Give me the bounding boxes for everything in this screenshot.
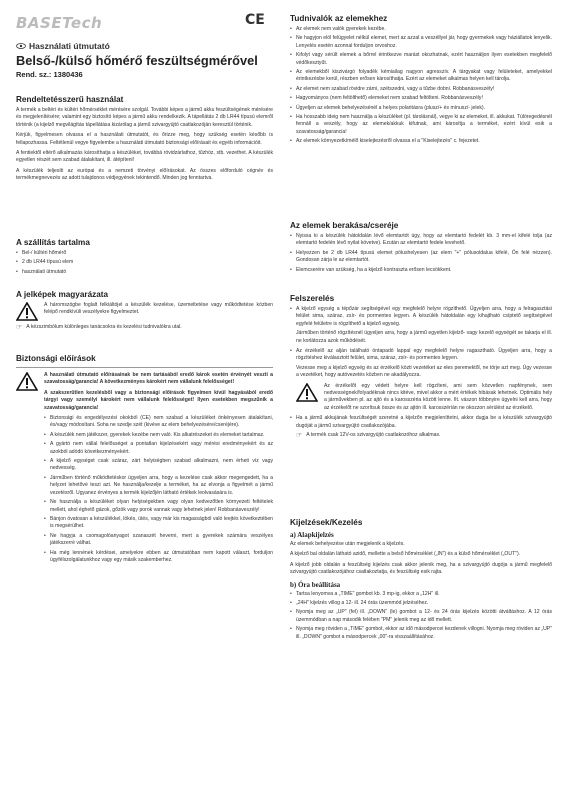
list-item: • Ha a jármű akkujának feszültségét szeretné a kijelzőn megjeleníttetni, akkor dugja be a készülék szivargyújtó dugóját a jármű szivargyújtó csatlakozójába. (290, 415, 552, 430)
hand-note: A termék csak 12V-os szivargyújtó csatlakozóhoz alkalmas. (306, 432, 441, 439)
subtitle-text: Használati útmutató (29, 41, 110, 51)
section-symbols (16, 290, 273, 334)
section-battery-notes (290, 14, 552, 148)
list-item: • Bel-/ kültéri hőmérő (16, 250, 273, 257)
installation-warning-row (290, 383, 552, 416)
heading-safety: Biztonsági előírások (16, 354, 96, 363)
subheading-basic-display: a) Alapkijelzés (290, 531, 334, 539)
hand-pointer-icon: ☞ (16, 324, 23, 331)
safety-content (44, 372, 273, 566)
list-item: • A kijelző egységet csak száraz, zárt helyiségben szabad alkalmazni, nem érheti víz vagy nedvesség. (44, 458, 273, 473)
manual-subtitle (16, 41, 273, 51)
list-item: • Ha még lennének kérdései, amelyekre ebben az útmutatóban nem kapott választ, forduljon ügyfélszolgálatunkhoz vagy egy másik szakemberhez. (44, 550, 273, 565)
safety-warning-row (16, 372, 273, 566)
list-item: • Az elemek nem valók gyerekek kezébe. (290, 26, 552, 33)
hand-note-row (16, 324, 273, 334)
ce-mark: CE (245, 12, 265, 28)
warning-explanation: A háromszögbe foglalt felkiáltójel a készülék kezelése, üzemeltetése vagy működtetése közben felépő rendkívüli veszélyekre figyelmeztet. (44, 302, 273, 316)
heading-symbols: A jelképek magyarázata (16, 290, 109, 299)
list-item: • Ne hagyja a csomagolóanyagot szanaszét heverni, mert a gyerekek számára veszélyes játékszerré válhat. (44, 533, 273, 548)
document-title-block (16, 41, 273, 79)
warning-triangle-icon (16, 372, 38, 391)
safety-warning-1: A használati útmutató előírásainak be nem tartásából eredő károk esetén érvényét veszti a szavatosság/garancia! A következményes károkért nem vállalunk felelősséget! (44, 372, 273, 386)
section-package-contents (16, 238, 273, 278)
heading-display-operation: Kijelzések/Kezelés (290, 518, 363, 527)
heading-installation: Felszerelés (290, 294, 335, 303)
list-item: • Az elemekből kiszivárgó folyadék kémiailag nagyon agresszív. A tárgyakat vagy felületeket, amelyekkel érintkezésbe kerül, részben erősen károsíthatja. Ezért az elemeket alkalmas helyen kell tárolja. (290, 69, 552, 84)
section-intended-use (16, 95, 273, 186)
list-item: • Az érzékelő az alján található öntapadó lappal egy megfelelő helyre ragasztható. Ügyeljen arra, hogy a rögzítéshez kiválasztott felület, sima, száraz, zsír- és pormentes legyen. (290, 348, 552, 363)
list-item: • 2 db LR44 típusú elem (16, 259, 273, 266)
installation-warning: Az érzékelőt egy védett helyre kell rögzíteni, ami sem közvetlen napfénynek, sem nedvességnek/folyadéknak nincs kitéve, mivel akkor a mért értékek hibásak lehetnek. Optimális hely a járművekben pl. az ajtó és a karosszéria között lenne. Ilt. vászon többnyire ügyelni kell arra, hogy az érzékelőt ne szorítsuk össze és az ajtón ill. karosszérián ne okozzon sérülést az érzékelő. (324, 382, 552, 411)
list-item: • Ne használja a készüléket olyan helyiségekben vagy olyan kedvezőtlen környezeti feltételek mellett, ahol éghető gázok, gőzök vagy porok vannak vagy lehetnek jelen! Robbanásveszély! (44, 499, 273, 514)
paragraph: A termék a beltéri és kültéri hőmérséklet mérésére szolgál. További képes a jármű akku feszültségének mérésére és megjelenítésére; valamint egy biztosító képes a jármű akku rendelkezik. A tápellátás 2 db LR44 típusú elemről történik (a kijelző megvilágítás tápellátása kizárólag a jármű szivargyújtó csatlakozóján keresztül történik. (16, 107, 273, 128)
section-battery-insert (290, 221, 552, 276)
section-display-operation (290, 518, 552, 643)
hand-pointer-icon: ☞ (296, 432, 303, 440)
list-item: • Nyissa ki a készülék hátoldalán lévő elemtartót úgy, hogy az elemtartó fedelét kb. 3 mm-el kifelé tolja (az elemtartó fedelén lévő nyilat követve). Ezután az elemtartó fedele levehető. (290, 233, 552, 248)
paragraph: A készülék teljesíti az európai és a nemzeti törvényi előírásokat. Az összes előforduló cégnév és termékmegnevezés az adott tulajdonos védjegyének tekintendő. Minden jog fenntartva. (16, 167, 273, 182)
list-item: • Helyezzen be 2 db LR44 típusú elemet pólushelyesen (az elem "+" pólusoldalua kifelé, Ön felé nézzen). Gondosan zárja le az elemtartót. (290, 250, 552, 265)
heading-battery-insert: Az elemek berakása/cseréje (290, 221, 399, 230)
heading-intended-use: Rendeltetésszerű használat (16, 95, 124, 104)
product-title: Belső-/külső hőmérő feszültségmérővel (16, 53, 258, 68)
list-item: • „24H" kijelzés villog a 12- ill. 24 órás üzemmód jelzéséhez. (290, 600, 552, 607)
list-item: • Hagyományos (nem feltölthető) elemeket nem szabad feltölteni. Robbanásveszély! (290, 95, 552, 102)
paragraph: A kijelző bal oldalán látható azidő, mellette a belső hőmérséklet („IN") és a külső hőmérséklet („OUT"). (290, 551, 521, 558)
list-item: • Elemcserére van szükség, ha a kijelző kontraszta erősen lecsökkent. (290, 267, 552, 274)
list-item: • Tartsa lenyomva a „TIME" gombot kb. 3 mp-ig, ekkor a „12H" ill. (290, 591, 552, 598)
paragraph: Vezesse meg a kijelző egység és az érzékelő közti vezetéket az eles peremektől, ne törje azt meg. Úgy vezesse a vezetéket, hogy autóvezetés közben ne akadályozza. (296, 364, 552, 379)
list-item: • Kifolyt vagy sérült elemek a bőrrel érintkezve marást okozhatnak, ezért használjon ilyen esetekben megfelelő védőkesztyűt. (290, 52, 552, 67)
list-item: • Az elemet nem szabad rövidre zárni, szétszedni, vagy a tűzbe dobni. Robbanásveszély! (290, 86, 552, 93)
list-item: • Biztonsági és engedélyezési okokból (CE) nem szabad a készüléket önkényesen átalakítani, és/vagy módosítani. Soha ne szedje szét (kivéve az elem behelyezésére/cseréjére). (44, 415, 273, 430)
safety-warning-2: A szakszerűtlen kezelésből vagy a biztonsági előírások figyelmen kívül hagyásából eredő tárgyi vagy személyi károkért nem vállalunk felelősséget! Ilyen esetekben megszűnik a szavatosság/garancia! (44, 389, 273, 411)
list-item: • Ne hagyjon elöl felügyelet nélkül elemet, mert az azzal a veszéllyel jár, hogy gyermekek vagy háziállatok lenyelik. Lenyelés esetén azonnal forduljon orvoshoz. (290, 35, 552, 50)
hand-explanation: A kézszimbólum különleges tanácsokra és kezelési tudnivalókra utal. (26, 324, 182, 330)
warning-triangle-icon (16, 302, 38, 321)
basetech-logo: BASETech (16, 14, 103, 32)
subheading-clock-setting: b) Óra beállítása (290, 580, 341, 589)
heading-package-contents: A szállítás tartalma (16, 238, 90, 247)
list-item: • Nyomja meg röviden a „TIME" gombot, ekkor az idő másodpercei kezdenek villogni. Nyomja meg röviden az „UP" ill. „DOWN" gombot a másodpercek „00"-ra visszaállításához. (290, 626, 552, 641)
section-installation (290, 294, 552, 443)
paragraph: A kijelző jobb oldalán a feszültség kijelzés csak akkor jelenik meg, ha a szivargyújtó dugója a jármű megfelelő szivargyújtó csatlakozójához csatlakoztatja, és feszültség esik rajta. (290, 561, 552, 576)
list-item: • A gyártó nem vállal felelősséget a pontatlan kijelzésekért vagy mérési eredményekért és az azokból adódó következményekért. (44, 441, 273, 456)
list-item: • Ügyeljen az elemek behelyezésénél a helyes polaritásra (plusz/+ és mínusz/- jelek). (290, 105, 552, 112)
paragraph: Járműben történő rögzítésnél ügyeljen arra, hogy a jármű egyetlen kijelző- vagy kezelő egységét se takarja el ill. ne korlátozza azok működését. (296, 330, 552, 344)
list-item: • Bánjon óvatosan a készülékkel, lökés, ütés, vagy már kis magasságból való leejtés következtében is megsérülhet. (44, 516, 273, 531)
list-item: • Ha hosszabb ideig nem használja a készüléket (pl. tárolásnál), vegye ki az elemeket, ill. akkukat. Túlöregedésnél fennáll a veszély, hogy az elemek/akkuk kifutnak, ami károsítja a terméket, ezért kívül esik a szavatosság/garancia! (290, 114, 552, 136)
warning-triangle-icon (296, 383, 318, 402)
list-item: • Járműben történő működtetéskor ügyeljen arra, hogy a kezelése csak akkor megengedett, ha a helyzet lehetővé teszi azt. Ne használja/kezelje a terméket, ha az elvonja a figyelmét a jármű vezetésről. Ugyanez érvényes a termék kijelzőjén látható értékek leolvasására is. (44, 475, 273, 497)
heading-battery-notes: Tudnivalók az elemekhez (290, 14, 388, 23)
divider (16, 367, 273, 368)
paragraph: Az elemek behelyezése után megjelenik a kijelzés. (290, 541, 405, 547)
paragraph: Kérjük, figyelmesen olvassa el a használati útmutatót, és őrizze meg, hogy szükség esetén később is fellapozhassa. Feltétlenül vegye figyelembe a használati útmutató biztonsági előírásait és egyéb információit. (16, 132, 273, 146)
order-number: Rend. sz.: 1380436 (16, 70, 83, 79)
hand-note-row (290, 432, 552, 442)
list-item: • Nyomja meg az „UP" (fel) ill. „DOWN" (le) gombot a 12- és 24 órás kijelzés közötti átváltáshoz. A 12 órás üzemmódban a nap második felében "PM" jelenik meg az idő mellett. (290, 609, 552, 624)
manual-eye-icon (16, 43, 26, 49)
list-item: • Az elemek környezetkímélő kiselejtezésről olvassa el a "Kiselejtezés" c. fejezetet. (290, 138, 552, 145)
list-item: • használati útmutató (16, 269, 273, 276)
paragraph: A fentiektől eltérő alkalmazás károsíthatja a készüléket, továbbá rövidzárlathoz, tűzhöz, stb. vezethet. A készülék egyetlen részét sem szabad átalakítani, ill. átépíteni! (16, 150, 273, 164)
warning-row (16, 302, 273, 321)
list-item: • A készülék nem játékszer, gyerekek kezébe nem való. Kis alkatrészeket és elemeket tartalmaz. (44, 432, 273, 439)
section-safety (16, 354, 273, 566)
list-item: • A kijelző egység a tépőzár segítségével egy megfelelő helyre rögzíthető. Ügyeljen arra, hogy a felragasztási felület sima, száraz, zsír- és pormentes legyen. A készülék hátoldalán egy kihajtható csíptető segítségével egyfelé felületre is rögzíthető a kijelző egység. (290, 306, 552, 328)
